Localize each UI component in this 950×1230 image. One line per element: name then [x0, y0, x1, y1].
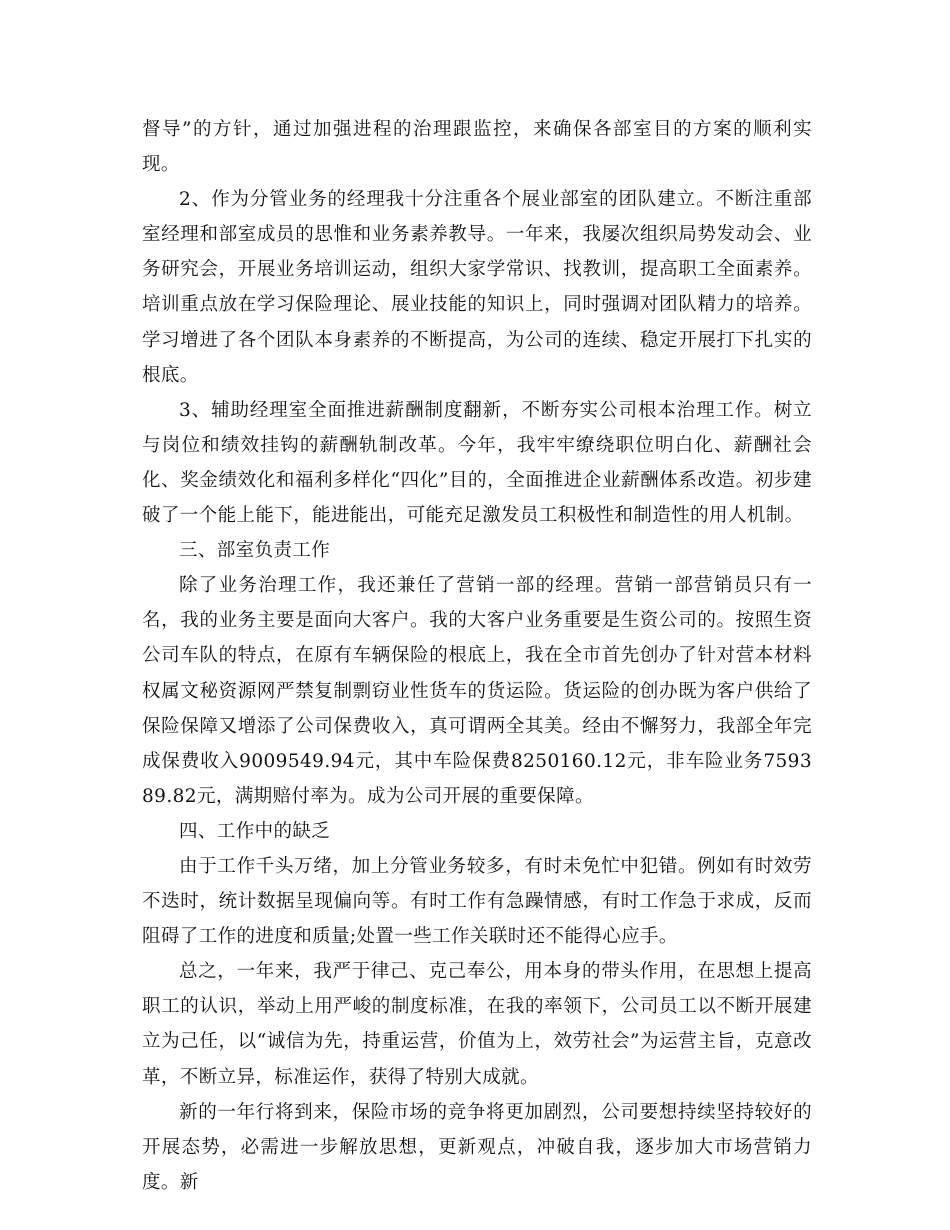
section-heading-department-work: 三、部室负责工作	[179, 540, 331, 562]
paragraph-summary: 总之，一年来，我严于律己、克己奉公，用本身的带头作用，在思想上提高职工的认识，举动上用严峻的制度标准，在我的率领下，公司员工以不断开展建立为己任，以“诚信为先，持重运营，价值为上，效劳社会”为运营主旨，克意改革，不断立异，标准运作，获得了特别大成就。	[142, 961, 812, 1088]
paragraph-new-year: 新的一年行将到来，保险市场的竞争将更加剧烈，公司要想持续坚持较好的开展态势，必需进一步解放思想，更新观点，冲破自我，逐步加大市场营销力度。新	[142, 1101, 812, 1193]
paragraph-team-building: 2、作为分管业务的经理我十分注重各个展业部室的团队建立。不断注重部室经理和部室成员的思惟和业务素养教导。一年来，我屡次组织局势发动会、业务研究会，开展业务培训运动，组织大家学常识、找教训，提高职工全面素养。培训重点放在学习保险理论、展业技能的知识上，同时强调对团队精力的培养。学习增进了各个团队本身素养的不断提高，为公司的连续、稳定开展打下扎实的根底。	[142, 189, 812, 386]
paragraph-salary-reform: 3、辅助经理室全面推进薪酬制度翻新，不断夯实公司根本治理工作。树立与岗位和绩效挂钩的薪酬轨制改革。今年，我牢牢缭绕职位明白化、薪酬社会化、奖金绩效化和福利多样化“四化”目的，全面推进企业薪酬体系改造。初步建破了一个能上能下，能进能出，可能充足激发员工积极性和制造性的用人机制。	[142, 399, 812, 527]
paragraph-continuation: 督导”的方针，通过加强进程的治理跟监控，来确保各部室目的方案的顺利实现。	[142, 119, 812, 176]
paragraph-shortcomings: 由于工作千头万绪，加上分管业务较多，有时未免忙中犯错。例如有时效劳不迭时，统计数据呈现偏向等。有时工作有急躁情感，有时工作急于求成，反而阻碍了工作的进度和质量;处置一些工作关联时还不能得心应手。	[142, 855, 812, 948]
document-body	[142, 112, 812, 1200]
section-heading-shortcomings: 四、工作中的缺乏	[179, 820, 331, 842]
paragraph-department-work: 除了业务治理工作，我还兼任了营销一部的经理。营销一部营销员只有一名，我的业务主要是面向大客户。我的大客户业务重要是生资公司的。按照生资公司车队的特点，在原有车辆保险的根底上，我在全市首先创办了针对营本材料权属文秘资源网严禁复制剽窃业性货车的货运险。货运险的创办既为客户供给了保险保障又增添了公司保费收入，真可谓两全其美。经由不懈努力，我部全年完成保费收入9009549.94元，其中车险保费8250160.12元，非车险业务759389.82元，满期赔付率为。成为公司开展的重要保障。	[142, 575, 812, 807]
